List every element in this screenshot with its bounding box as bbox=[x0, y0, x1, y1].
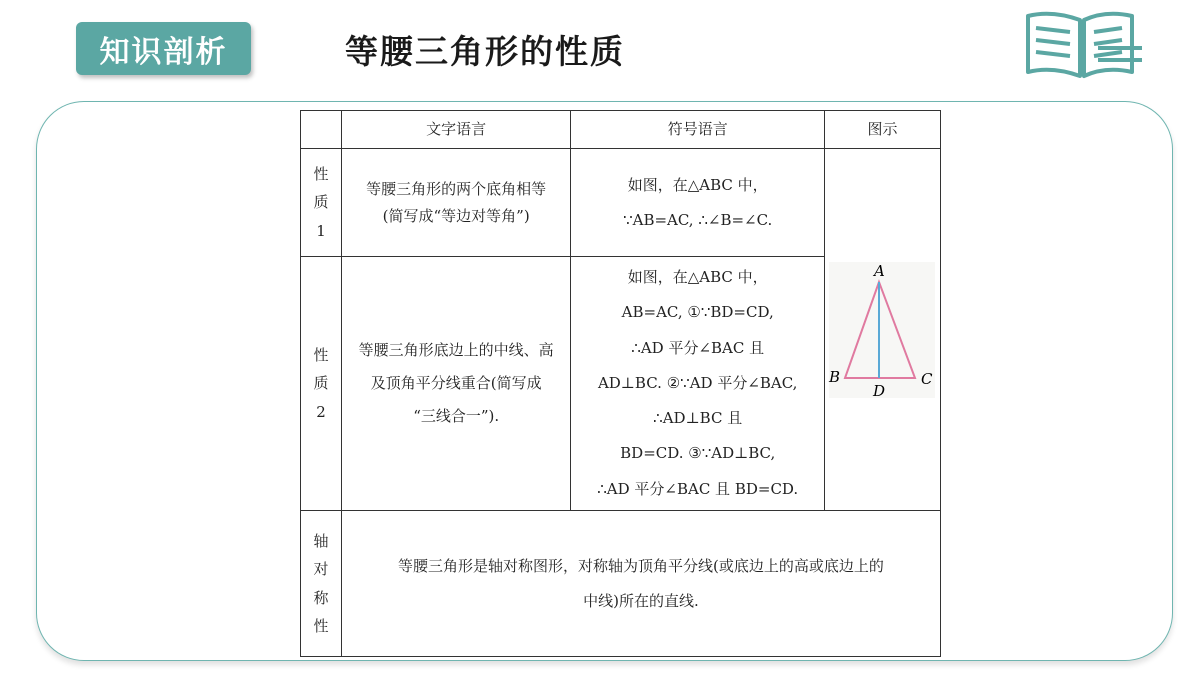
page-title: 等腰三角形的性质 bbox=[345, 32, 625, 71]
axial-symmetry-text-cell: 等腰三角形是轴对称图形，对称轴为顶角平分线(或底边上的高或底边上的 中线)所在的直线. bbox=[341, 511, 940, 657]
row-label-property-2: 性 质 2 bbox=[301, 257, 342, 511]
properties-table bbox=[300, 110, 941, 657]
text-language-cell: 等腰三角形底边上的中线、高 及顶角平分线重合(简写成 “三线合一”). bbox=[341, 257, 571, 511]
vertex-b-label: B bbox=[829, 367, 841, 386]
section-badge: 知识剖析 bbox=[76, 22, 251, 75]
table-header-row bbox=[301, 111, 941, 149]
table-row bbox=[301, 511, 941, 657]
vertex-c-label: C bbox=[921, 369, 933, 388]
header-cell-text: 文字语言 bbox=[341, 111, 571, 149]
isosceles-triangle-figure bbox=[827, 260, 937, 400]
open-book-icon bbox=[1022, 8, 1144, 82]
row-label-property-1: 性 质 1 bbox=[301, 149, 342, 257]
table-row bbox=[301, 149, 941, 257]
header-cell-figure: 图示 bbox=[824, 111, 940, 149]
vertex-a-label: A bbox=[874, 261, 886, 280]
symbol-language-cell: 如图，在△ABC 中， ∵AB=AC, ∴∠B=∠C. bbox=[571, 149, 825, 257]
point-d-label: D bbox=[873, 381, 886, 400]
header-cell-empty bbox=[301, 111, 342, 149]
header-cell-symbol: 符号语言 bbox=[571, 111, 825, 149]
text-language-cell: 等腰三角形的两个底角相等 (简写成“等边对等角”) bbox=[341, 149, 571, 257]
row-label-axial-symmetry: 轴 对 称 性 bbox=[301, 511, 342, 657]
symbol-language-cell: 如图，在△ABC 中， AB=AC, ①∵BD=CD, ∴AD 平分∠BAC 且 AD⊥BC. ②∵AD 平分∠BAC, ∴AD⊥BC 且 BD=CD. ③∵AD⊥BC, ∴AD 平分∠BAC 且 BD=CD. bbox=[571, 257, 825, 511]
figure-cell bbox=[824, 149, 940, 511]
